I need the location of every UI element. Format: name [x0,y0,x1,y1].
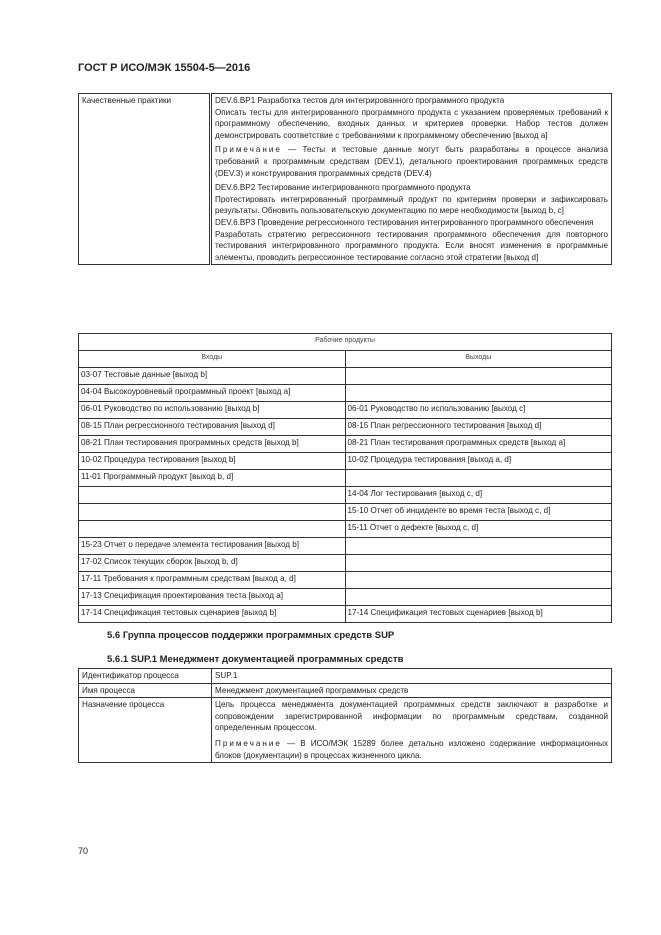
section-5-6-1-heading: 5.6.1 SUP.1 Менеджмент документацией программных средств [107,654,404,665]
input-cell [79,521,346,538]
note-label: Примечание [215,145,282,155]
input-cell [79,487,346,504]
practices-label: Качественные практики [79,94,211,265]
bp2-title: DEV.6.BP2 Тестирование интегрированного программного продукта [215,183,471,193]
section-5-6-heading: 5.6 Группа процессов поддержки программных средств SUP [107,630,395,641]
input-cell [79,504,346,521]
bp1-text: Описать тесты для интегрированного программного продукта с указанием проверяемых требований к программному обеспечению, входных данных и критериев проверки. Набор тестов должен демонстрировать соответствие с требованиями к программному обеспечению [выход a] [215,107,608,140]
name-label: Имя процесса [79,683,212,698]
inputs-header: Входы [79,351,346,368]
purpose-text: Цель процесса менеджмента документацией программных средств заключают в разработке и сопровождении зарегистрированной информации по программным средствам, созданной определенным процессом. [215,700,608,733]
bp2-text: Протестировать интегрированный программный продукт по критериям проверки и зафиксировать результаты. Обновить пользовательскую документацию по мере необходимости [выход b, c] [215,194,608,216]
output-cell: 14-04 Лог тестирования [выход c, d] [345,487,612,504]
practices-table [78,93,612,265]
name-value: Менеджмент документацией программных средств [212,683,612,698]
input-cell: 10-02 Процедура тестирования [выход b] [79,453,346,470]
table-row [79,470,612,487]
input-cell: 17-13 Спецификация проектирования теста [выход a] [79,589,346,606]
purpose-content [212,698,612,763]
purpose-label: Назначение процесса [79,698,212,763]
table-row [79,606,612,623]
practices-content [211,94,612,265]
table-row [79,385,612,402]
id-label: Идентификатор процесса [79,669,212,684]
output-cell [345,368,612,385]
output-cell: 06-01 Руководство по использованию [выход c] [345,402,612,419]
bp3-title: DEV.6.BP3 Проведение регрессионного тестирования интегрированного программного обеспечения [215,217,594,227]
bp1-title: DEV.6.BP1 Разработка тестов для интегрированного программного продукта [215,96,505,105]
input-cell: 06-01 Руководство по использованию [выход b] [79,402,346,419]
bp1-note [215,144,608,179]
table-row [79,555,612,572]
work-products-title: Рабочие продукты [79,334,612,351]
output-cell [345,589,612,606]
table-row [79,436,612,453]
outputs-header: Выходы [345,351,612,368]
output-cell: 10-02 Процедура тестирования [выход a, d] [345,453,612,470]
page-number: 70 [78,846,89,856]
purpose-note [215,738,608,761]
output-cell [345,538,612,555]
table-row [79,504,612,521]
input-cell: 03-07 Тестовые данные [выход b] [79,368,346,385]
output-cell [345,572,612,589]
id-value: SUP.1 [212,669,612,684]
work-products-table [78,333,612,623]
sup1-table [78,668,612,763]
note-text: — Тесты и тестовые данные могут быть разработаны в процессе анализа требований к программным средствам (DEV.1), детального проектирования программных средств (DEV.3) и конструирования программных средств (DEV.4) [215,145,608,178]
input-cell: 04-04 Высокоуровневый программный проект [выход a] [79,385,346,402]
table-row [79,589,612,606]
table-row [79,487,612,504]
input-cell: 08-15 План регрессионного тестирования [выход d] [79,419,346,436]
note-label: Примечание [215,738,282,748]
table-row [79,572,612,589]
output-cell: 08-21 План тестирования программных средств [выход a] [345,436,612,453]
output-cell [345,555,612,572]
input-cell: 17-02 Список текущих сборок [выход b, d] [79,555,346,572]
table-row [79,521,612,538]
input-cell: 08-21 План тестирования программных средств [выход b] [79,436,346,453]
table-row [79,538,612,555]
table-row [79,402,612,419]
output-cell: 15-11 Отчет о дефекте [выход c, d] [345,521,612,538]
table-row [79,453,612,470]
table-row [79,368,612,385]
output-cell: 08-15 План регрессионного тестирования [выход d] [345,419,612,436]
input-cell: 17-14 Спецификация тестовых сценариев [выход b] [79,606,346,623]
bp3-text: Разработать стратегию регрессионного тестирования программного обеспечения для повторного тестирования интегрированного программного продукта. Если вносят изменения в программные элементы, проводить регрессионное тестирование согласно этой стратегии [выход d] [215,229,608,262]
output-cell [345,470,612,487]
document-header: ГОСТ Р ИСО/МЭК 15504-5—2016 [78,62,251,74]
output-cell: 15-10 Отчет об инциденте во время теста [выход c, d] [345,504,612,521]
input-cell: 11-01 Программный продукт [выход b, d] [79,470,346,487]
input-cell: 15-23 Отчет о передаче элемента тестирования [выход b] [79,538,346,555]
output-cell [345,385,612,402]
table-row [79,419,612,436]
input-cell: 17-11 Требования к программным средствам [выход a, d] [79,572,346,589]
output-cell: 17-14 Спецификация тестовых сценариев [выход b] [345,606,612,623]
note-text: — В ИСО/МЭК 15289 более детально изложено содержание информационных блоков (документации) в процессах жизненного цикла. [215,738,608,760]
